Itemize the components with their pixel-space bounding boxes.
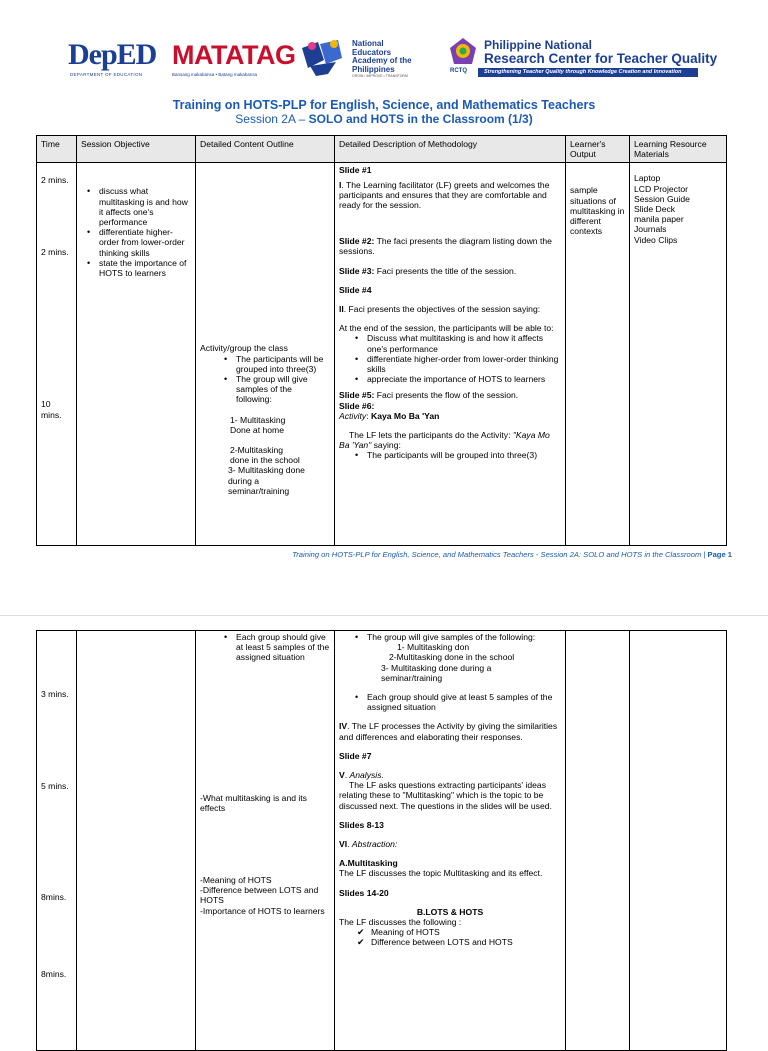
slide-label: Slide #6: bbox=[339, 400, 375, 411]
resource-item: Laptop bbox=[634, 173, 661, 184]
table-row bbox=[37, 631, 727, 1051]
resource-item: LCD Projector bbox=[634, 183, 688, 194]
resource-item: Slide Deck bbox=[634, 204, 676, 215]
objective-item: • discuss what multitasking is and how it affects one's performance bbox=[81, 186, 191, 227]
meth-paragraph: IV. The LF processes the Activity by giving the similarities and differences and elaborating their responses. bbox=[339, 721, 558, 742]
objective-item: • state the importance of HOTS to learners bbox=[81, 258, 191, 278]
meth-check-item: ✔ Meaning of HOTS bbox=[353, 927, 561, 937]
page-footer: Training on HOTS-PLP for English, Science, and Mathematics Teachers - Session 2A: SOLO and HOTS in the Classroom | Page 1 bbox=[292, 550, 732, 559]
activity-line: Activity: Kaya Mo Ba 'Yan bbox=[339, 410, 440, 421]
meth-paragraph: The LF asks questions extracting participants' ideas relating these to "Multitasking" which is the topic to be discussed next. The questions in the slides will be used. bbox=[339, 780, 552, 811]
meth-bullet: • The group will give samples of the following: 1- Multitasking don 2-Multitasking done in the school 3- Multitasking done during a seminar/training bbox=[349, 632, 561, 683]
slide-label: Slide #7 bbox=[339, 750, 372, 761]
time-value: 10 mins. bbox=[41, 399, 62, 420]
objective-cell bbox=[77, 631, 196, 1051]
meth-check-item: ✔ Difference between LOTS and HOTS bbox=[353, 937, 561, 947]
page-gap bbox=[0, 580, 768, 615]
content-sub-item: 3- Multitasking done during a seminar/training bbox=[228, 465, 305, 496]
content-list bbox=[200, 875, 330, 916]
methodology-cell bbox=[335, 631, 566, 1051]
meth-paragraph: The LF discusses the topic Multitasking and its effect. bbox=[339, 868, 543, 879]
resource-item: Video Clips bbox=[634, 234, 678, 245]
meth-bullet: • The participants will be grouped into three(3) bbox=[349, 450, 561, 460]
session-table-page-2 bbox=[36, 630, 727, 1051]
section-heading: A.Multitasking bbox=[339, 858, 398, 869]
meth-bullet: • differentiate higher-order from lower-order thinking skills bbox=[349, 354, 561, 374]
methodology-cell bbox=[335, 163, 566, 546]
objective-cell bbox=[77, 163, 196, 546]
time-value: 3 mins. bbox=[41, 689, 69, 699]
time-value: 8mins. bbox=[41, 969, 67, 979]
time-cell bbox=[37, 163, 77, 546]
resource-item: Session Guide bbox=[634, 193, 690, 204]
resource-item: Journals bbox=[634, 224, 667, 235]
slide-label: Slide #1 bbox=[339, 165, 372, 176]
resources-cell bbox=[630, 163, 727, 546]
header-methodology: Detailed Description of Methodology bbox=[335, 136, 566, 163]
rctq-logo: Philippine National Research Center for Teacher Quality Strengthening Teacher Quality through Knowledge Creation and Innovation RCTQ bbox=[450, 38, 718, 75]
time-value: 2 mins. bbox=[41, 247, 69, 258]
table-row bbox=[37, 163, 727, 546]
content-cell bbox=[196, 163, 335, 546]
content-cell bbox=[196, 631, 335, 1051]
time-value: 5 mins. bbox=[41, 781, 69, 791]
meth-sub-item: 3- Multitasking done during a seminar/training bbox=[381, 662, 492, 683]
meth-paragraph: VI. Abstraction: bbox=[339, 839, 398, 850]
session-table-page-1 bbox=[36, 135, 727, 546]
document-title: Training on HOTS-PLP for English, Science, and Mathematics Teachers bbox=[172, 98, 596, 112]
meth-paragraph: The LF discusses the following : bbox=[339, 917, 462, 928]
content-bullet: • The participants will be grouped into three(3) bbox=[218, 354, 330, 374]
slide-label: Slides 14-20 bbox=[339, 887, 389, 898]
content-bullet: • Each group should give at least 5 samples of the assigned situation bbox=[218, 632, 330, 663]
output-cell bbox=[566, 631, 630, 1051]
meth-bullet: • Discuss what multitasking is and how it affects one's performance bbox=[349, 333, 561, 353]
header-output: Learner's Output bbox=[566, 136, 630, 163]
header-logos bbox=[68, 36, 718, 82]
table-header-row bbox=[37, 136, 727, 163]
meth-paragraph: The LF lets the participants do the Activity: "Kaya Mo Ba 'Yan" saying: bbox=[339, 430, 550, 451]
meth-sub-item: 2-Multitasking done in the school bbox=[389, 652, 515, 663]
meth-sub-item: 1- Multitasking don bbox=[397, 642, 470, 653]
content-sub-item: 2-Multitasking done in the school bbox=[230, 445, 300, 466]
meth-paragraph: Slide #3: Faci presents the title of the session. bbox=[339, 265, 517, 276]
time-cell bbox=[37, 631, 77, 1051]
meth-paragraph: At the end of the session, the participants will be able to: bbox=[339, 323, 554, 334]
document-subtitle: Session 2A – SOLO and HOTS in the Classroom (1/3) bbox=[235, 112, 533, 126]
matatag-logo: MATATAG Bansang makabansa • Batang makabansa bbox=[172, 40, 296, 77]
meth-paragraph: II. Faci presents the objectives of the session saying: bbox=[339, 304, 541, 315]
content-sub-item: 1- Multitasking Done at home bbox=[230, 414, 286, 435]
slide-label: Slide #4 bbox=[339, 284, 372, 295]
resource-list bbox=[634, 173, 722, 244]
meth-bullet: • appreciate the importance of HOTS to learners bbox=[349, 374, 561, 384]
deped-logo: DepED DEPARTMENT OF EDUCATION bbox=[68, 38, 157, 77]
slide-label: Slides 8-13 bbox=[339, 819, 384, 830]
output-cell bbox=[566, 163, 630, 546]
time-value: 2 mins. bbox=[41, 175, 69, 186]
content-item: -Importance of HOTS to learners bbox=[200, 905, 325, 916]
content-item: -Meaning of HOTS bbox=[200, 875, 272, 886]
meth-paragraph: Slide #2: The faci presents the diagram listing down the sessions. bbox=[339, 236, 552, 257]
header-time: Time bbox=[37, 136, 77, 163]
content-item: -What multitasking is and its effects bbox=[200, 792, 307, 813]
header-objective: Session Objective bbox=[77, 136, 196, 163]
learner-output: sample situations of multitasking in different contexts bbox=[570, 185, 625, 237]
meth-paragraph: I. The Learning facilitator (LF) greets and welcomes the participants and ensures that they are comfortable and ready for the session. bbox=[339, 179, 550, 211]
meth-bullet: • Each group should give at least 5 samples of the assigned situation bbox=[349, 692, 561, 712]
time-value: 8mins. bbox=[41, 892, 67, 902]
resource-item: manila paper bbox=[634, 214, 684, 225]
objective-item: • differentiate higher-order from lower-order thinking skills bbox=[81, 227, 191, 258]
content-bullet: • The group will give samples of the following: bbox=[218, 374, 330, 405]
content-intro: Activity/group the class bbox=[200, 343, 288, 354]
header-content: Detailed Content Outline bbox=[196, 136, 335, 163]
header-resources: Learning Resource Materials bbox=[630, 136, 727, 163]
content-item: -Difference between LOTS and HOTS bbox=[200, 885, 319, 906]
neap-logo: National Educators Academy of the Philippines GROW • IMPROVE • TRANSFORM bbox=[298, 36, 428, 80]
meth-paragraph: Slide #5: Faci presents the flow of the session. bbox=[339, 390, 519, 401]
resources-cell bbox=[630, 631, 727, 1051]
section-heading: B.LOTS & HOTS bbox=[416, 906, 484, 917]
meth-paragraph: V. Analysis. bbox=[339, 770, 384, 781]
